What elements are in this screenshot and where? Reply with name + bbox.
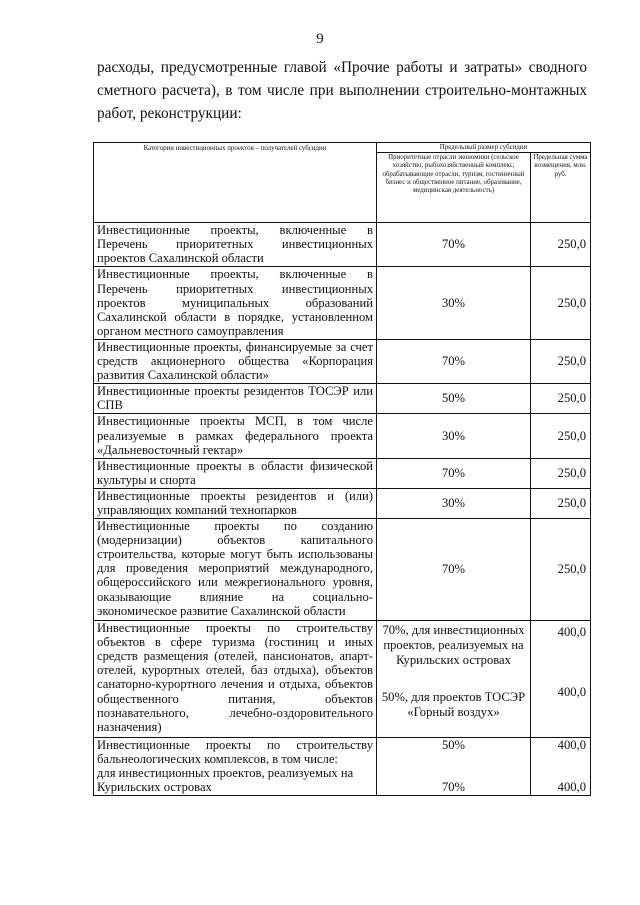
tourism-amount-kuril: 400,0 (557, 625, 586, 640)
row-percent: 30% (377, 488, 531, 518)
row-category: Инвестиционные проекты, включенные в Перечень приоритетных инвестиционных проектов муниципальных образований Сахалинской области в порядке, установленном органом местного самоуправления (94, 267, 377, 339)
row-percent: 30% (377, 414, 531, 458)
table-row (94, 458, 591, 488)
table-row (94, 267, 591, 339)
intro-line-2: сметного расчета), в том числе при выполнении строительно-монтажных (97, 82, 587, 99)
row-category: Инвестиционные проекты, включенные в Перечень приоритетных инвестиционных проектов Сахалинской области (94, 223, 377, 267)
row-category: Инвестиционные проекты в области физической культуры и спорта (94, 458, 377, 488)
header-category: Категории инвестиционных проектов – получателей субсидии (94, 143, 377, 223)
row-category: Инвестиционные проекты резидентов ТОСЭР или СПВ (94, 384, 377, 414)
row-percent: 70% (377, 339, 531, 383)
intro-line-3: работ, реконструкции: (97, 105, 242, 122)
balneo-amount-kuril: 400,0 (557, 780, 586, 795)
tourism-amount-cell (531, 621, 591, 738)
intro-paragraph (97, 56, 587, 125)
subsidy-table (93, 142, 591, 796)
row-amount: 250,0 (531, 267, 591, 339)
row-percent: 50% (377, 384, 531, 414)
table-row (94, 414, 591, 458)
header-row-1 (94, 143, 591, 153)
balneo-amount-main: 400,0 (557, 738, 586, 753)
header-max-sum: Предельная сумма возмещения, млн. руб. (531, 153, 591, 223)
balneo-category-kuril: для инвестиционных проектов, реализуемых на Курильских островах (97, 766, 354, 795)
balneo-category-main: Инвестиционные проекты по строительству бальнеологических комплексов, в том числе: (97, 738, 373, 767)
table-row-balneo (94, 738, 591, 796)
row-amount: 250,0 (531, 223, 591, 267)
tourism-percent-cell (377, 621, 531, 738)
table-row (94, 339, 591, 383)
balneo-percent-kuril: 70% (441, 780, 466, 795)
row-amount: 250,0 (531, 339, 591, 383)
row-amount: 250,0 (531, 458, 591, 488)
row-category: Инвестиционные проекты, финансируемые за счет средств акционерного общества «Корпорация развития Сахалинской области» (94, 339, 377, 383)
row-amount: 250,0 (531, 384, 591, 414)
table-row (94, 488, 591, 518)
page-number: 9 (316, 31, 324, 47)
table-row (94, 384, 591, 414)
row-category: Инвестиционные проекты резидентов и (или) управляющих компаний технопарков (94, 488, 377, 518)
row-percent: 70% (377, 458, 531, 488)
row-category: Инвестиционные проекты по созданию (модернизации) объектов капитального строительства, которые могут быть использованы для проведения мероприятий международного, общероссийского или межрегионального уровня, оказывающие влияние на социально-экономическое развитие Сахалинской области (94, 519, 377, 621)
balneo-percent-cell (377, 738, 531, 796)
row-category: Инвестиционные проекты МСП, в том числе реализуемые в рамках федерального проекта «Дальневосточный гектар» (94, 414, 377, 458)
table-row-tourism (94, 621, 591, 738)
row-percent: 70% (377, 223, 531, 267)
balneo-percent-main: 50% (441, 738, 466, 753)
row-amount: 250,0 (531, 414, 591, 458)
intro-line-1: расходы, предусмотренные главой «Прочие работы и затраты» сводного (97, 59, 587, 76)
row-amount: 250,0 (531, 488, 591, 518)
row-percent: 30% (377, 267, 531, 339)
row-amount: 250,0 (531, 519, 591, 621)
table-row (94, 519, 591, 621)
tourism-percent-kuril: 70%, для инвестиционных проектов, реализуемых на Курильских островах (382, 623, 525, 668)
row-percent: 70% (377, 519, 531, 621)
tourism-percent-gorny: 50%, для проектов ТОСЭР «Горный воздух» (381, 690, 526, 720)
table-row (94, 223, 591, 267)
balneo-category-cell (94, 738, 377, 796)
balneo-amount-cell (531, 738, 591, 796)
header-limit: Предельный размер субсидии (377, 143, 591, 153)
tourism-amount-gorny: 400,0 (557, 685, 586, 700)
tourism-category: Инвестиционные проекты по строительству объектов в сфере туризма (гостиниц и иных средств размещения (отелей, пансионатов, апарт-отелей, курортных отелей, баз отдыха), объектов санаторно-курортного лечения и отдыха, объектов общественного питания, объектов познавательного, лечебно-оздоровительного назначения) (94, 621, 377, 738)
header-priority: Приоритетные отрасли экономики (сельское хозяйство, рыбохозяйственный комплекс, обрабатывающие отрасли, туризм, гостиничный бизнес и общественное питание, образование, медицинская деятельность) (377, 153, 531, 223)
